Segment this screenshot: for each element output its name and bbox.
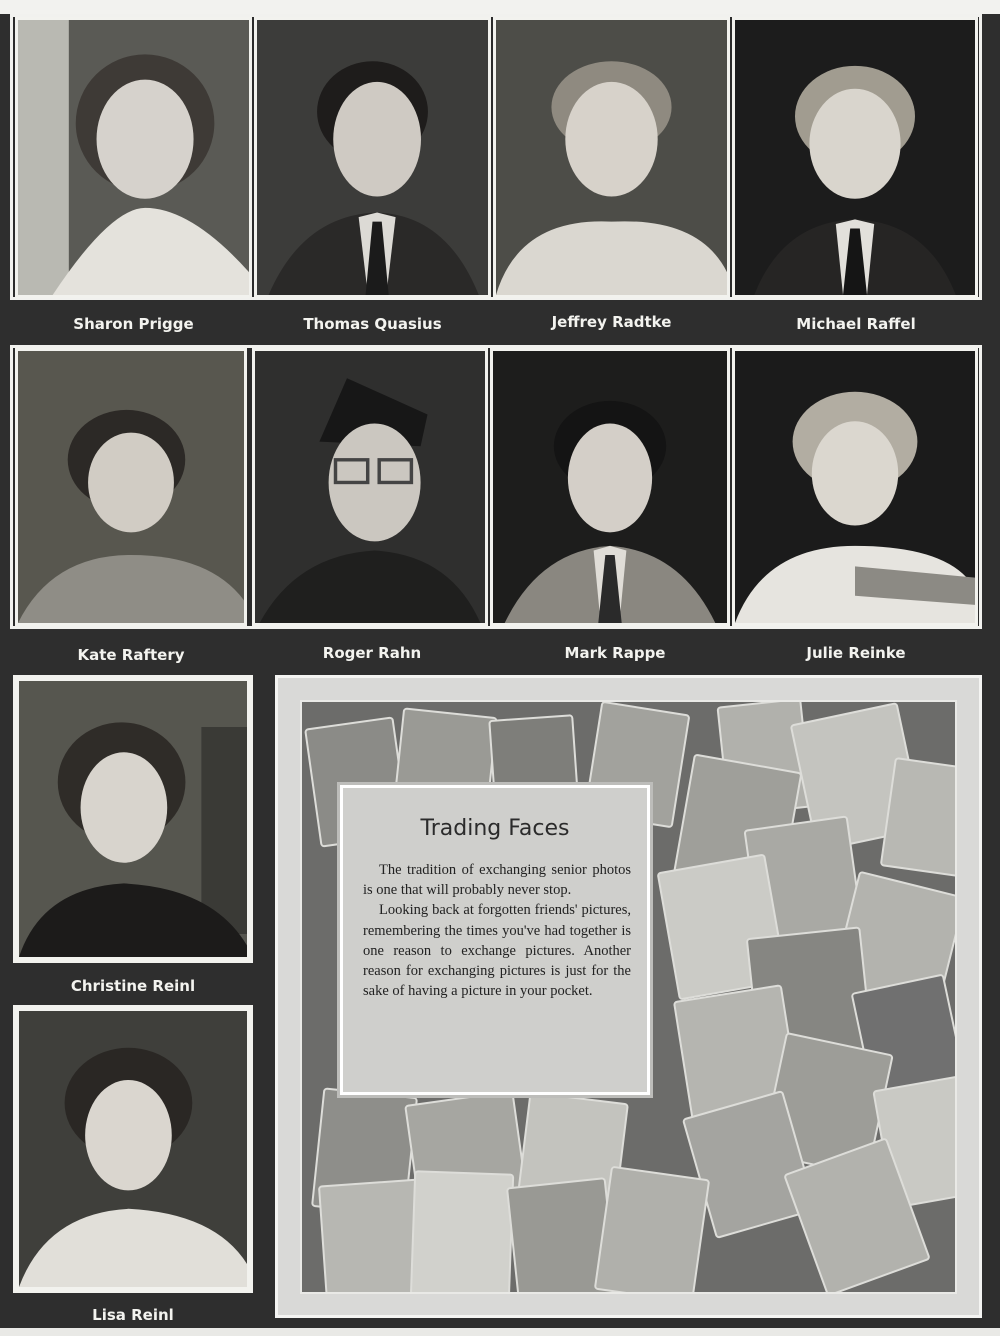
senior-name-caption: Jeffrey Radtke [551, 313, 672, 331]
feature-paragraph: The tradition of exchanging senior photos is one that will probably never stop. [363, 862, 631, 899]
portrait-photo [735, 20, 975, 295]
portrait-photo [496, 20, 727, 295]
feature-paragraph: Looking back at forgotten friends' pictures, remembering the times you've had together is one reason to exchange pictures. Another reason for exchanging pictures is just for the sake of having a picture in your pocket. [363, 902, 631, 1000]
senior-name-caption: Julie Reinke [806, 644, 906, 662]
senior-name-caption: Mark Rappe [564, 644, 666, 662]
senior-name-caption: Kate Raftery [77, 646, 185, 664]
portrait-frame [15, 348, 247, 626]
portrait-photo [255, 351, 485, 623]
portrait-frame [13, 675, 253, 963]
portrait-photo [19, 681, 247, 957]
senior-name-caption: Lisa Reinl [92, 1306, 174, 1324]
portrait-frame [15, 17, 252, 298]
portrait-photo [493, 351, 727, 623]
portrait-photo [18, 351, 244, 623]
portrait-frame [13, 1005, 253, 1293]
portrait-photo [18, 20, 249, 295]
senior-name-caption: Roger Rahn [322, 644, 422, 662]
senior-name-caption: Thomas Quasius [303, 315, 442, 333]
portrait-photo [19, 1011, 247, 1287]
portrait-photo [257, 20, 488, 295]
feature-body [363, 860, 631, 1001]
portrait-frame [732, 17, 978, 298]
bottom-margin [0, 1328, 1000, 1336]
trading-faces-textbox [340, 785, 650, 1095]
portrait-frame [254, 17, 491, 298]
senior-name-caption: Sharon Prigge [73, 315, 194, 333]
portrait-frame [493, 17, 730, 298]
feature-title: Trading Faces [420, 816, 570, 841]
portrait-photo [735, 351, 975, 623]
collage-photo [594, 1166, 710, 1294]
portrait-frame [252, 348, 488, 626]
senior-name-caption: Christine Reinl [70, 977, 196, 995]
portrait-frame [490, 348, 730, 626]
portrait-frame [732, 348, 978, 626]
senior-name-caption: Michael Raffel [796, 315, 916, 333]
collage-photo [410, 1170, 514, 1294]
top-margin [0, 0, 1000, 14]
